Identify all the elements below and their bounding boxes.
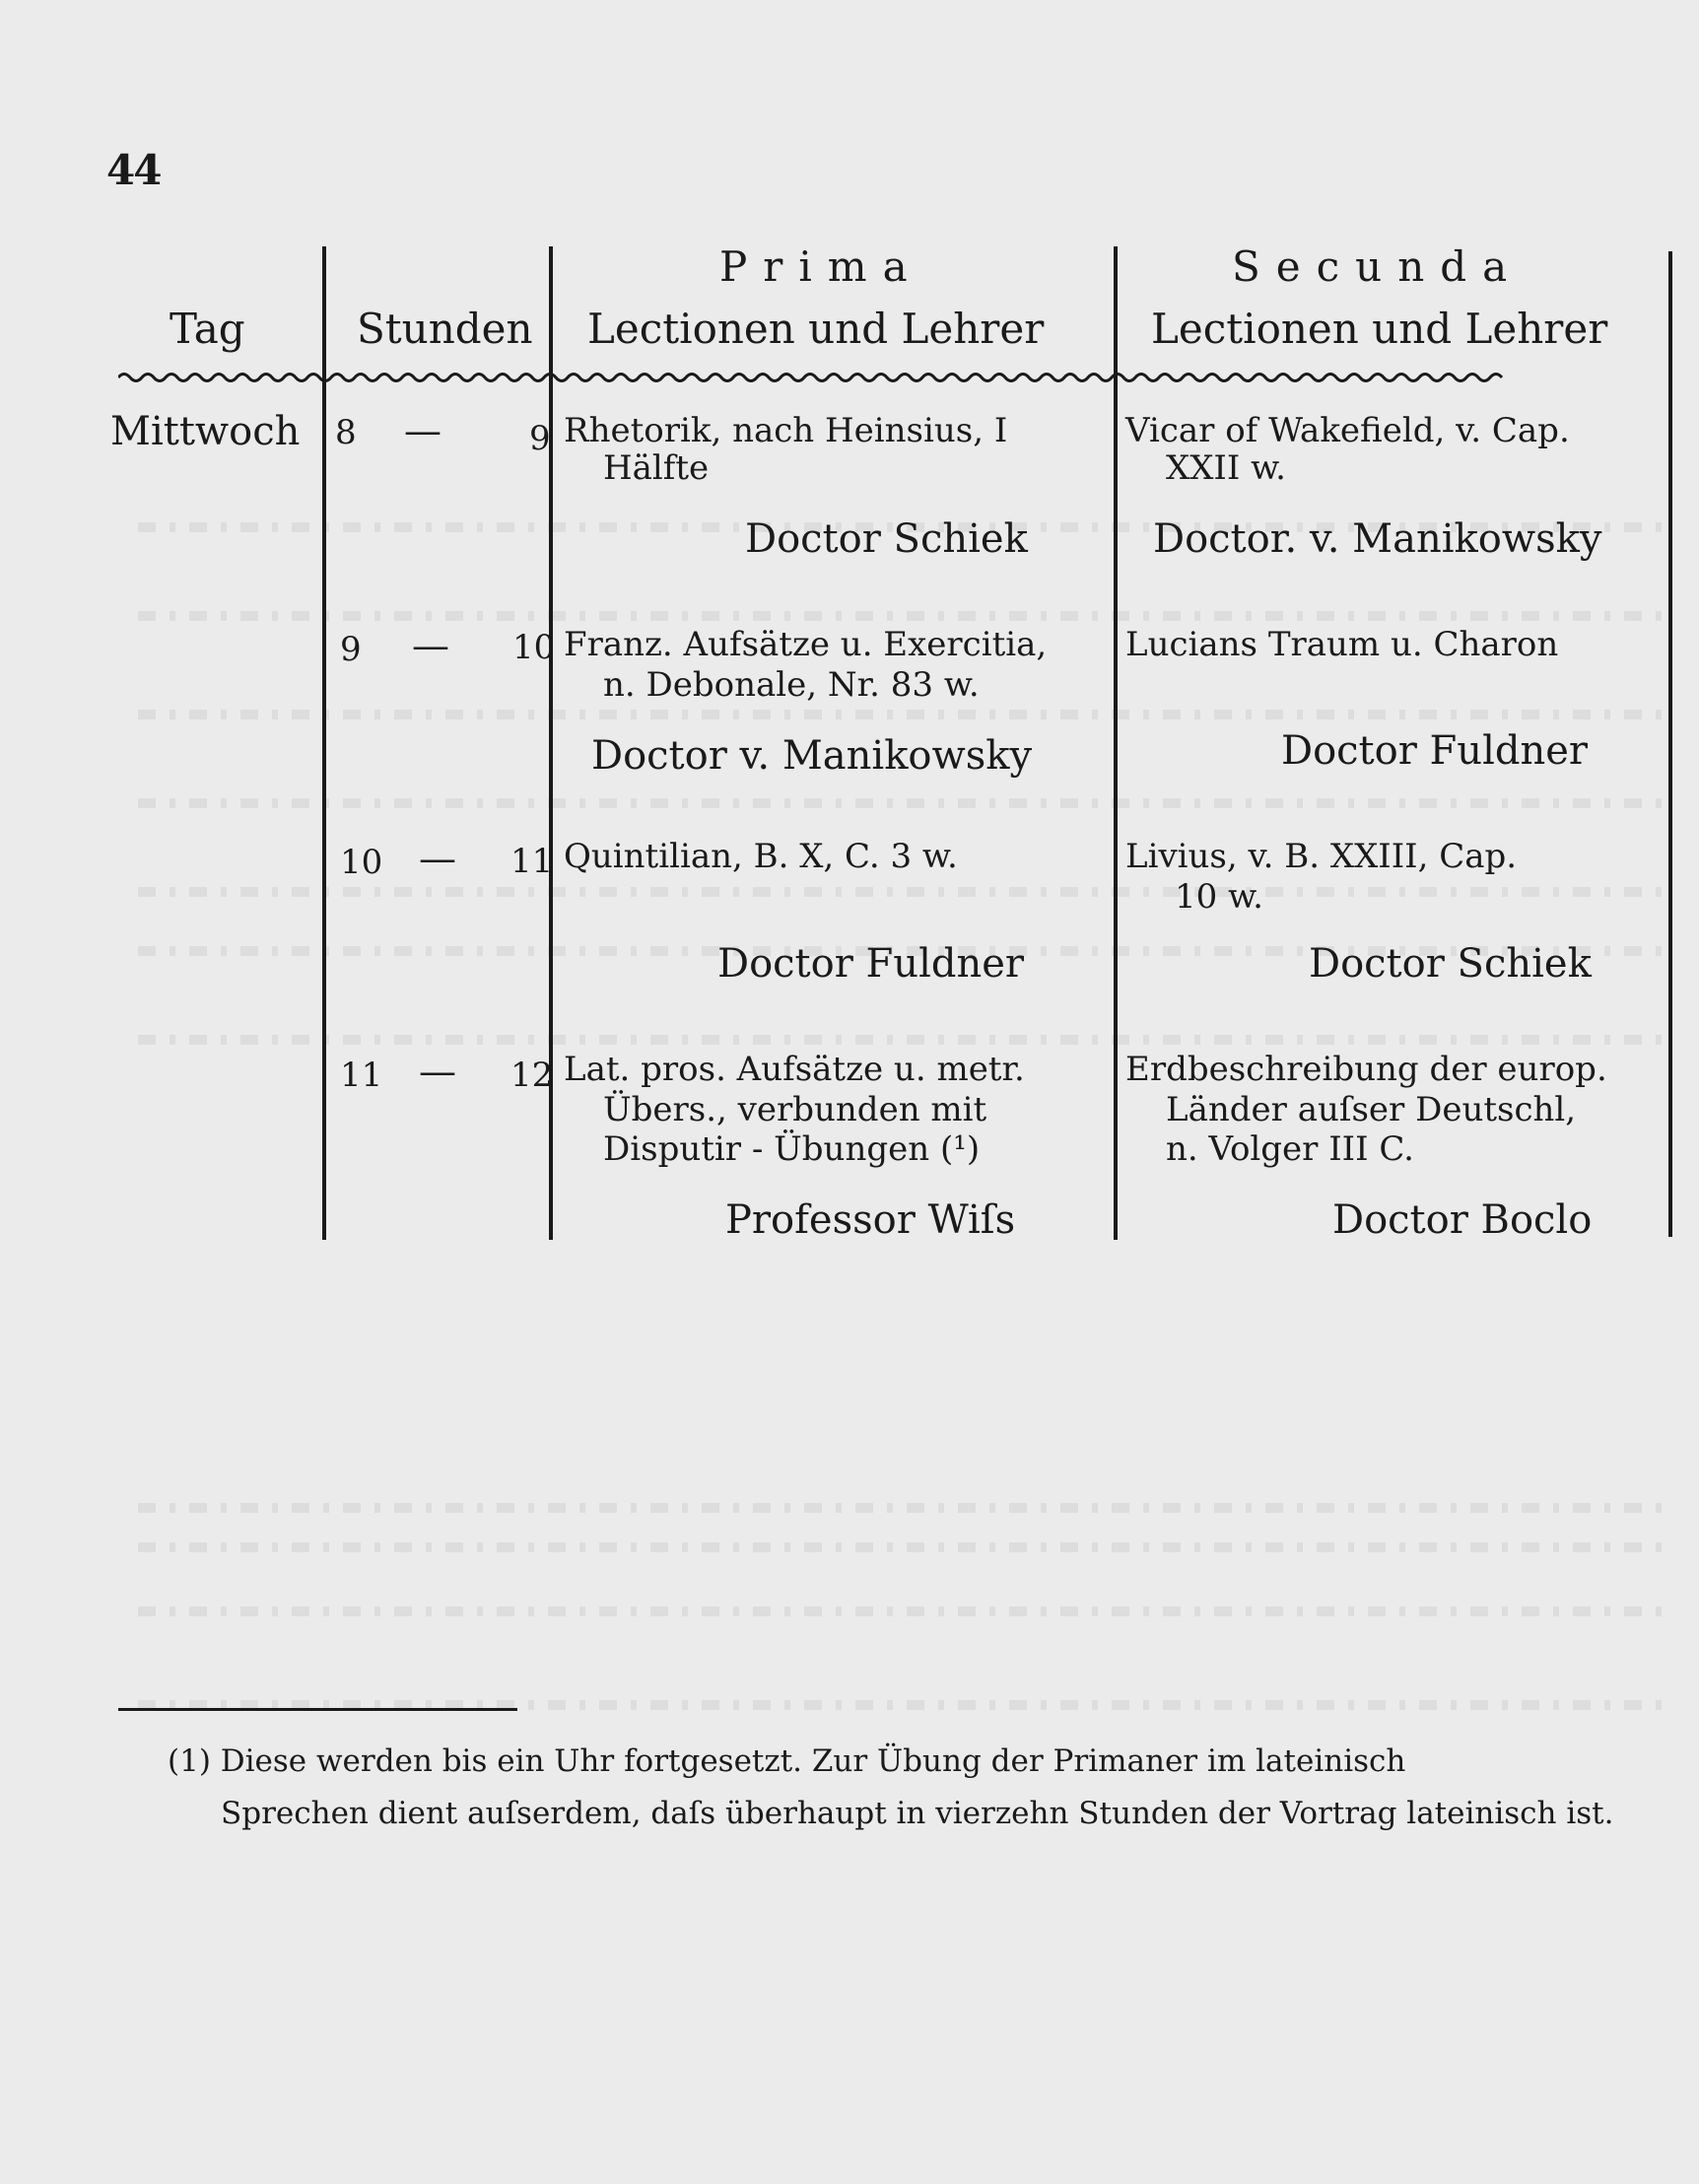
row3-from: 10: [340, 843, 383, 882]
row4-secunda-line3: n. Volger III C.: [1166, 1129, 1414, 1169]
row1-from: 8: [335, 413, 357, 452]
row1-to: 9: [529, 419, 551, 458]
header-tag: Tag: [170, 305, 245, 353]
row1-prima-teacher: Doctor Schiek: [745, 516, 1028, 562]
row3-to: 11: [510, 842, 554, 881]
header-prima-sub: Lectionen und Lehrer: [587, 305, 1045, 353]
row1-secunda-line1: Vicar of Wakefield, v. Cap.: [1125, 411, 1570, 450]
row4-prima-line2: Übers., verbunden mit: [603, 1090, 987, 1129]
row4-prima-line3: Disputir - Übungen (¹): [603, 1129, 981, 1169]
header-secunda-sub: Lectionen und Lehrer: [1151, 305, 1608, 353]
row1-prima-line1: [564, 411, 1106, 450]
rule-middle: [1114, 246, 1118, 1240]
row2-prima-teacher: Doctor v. Manikowsky: [591, 733, 1033, 779]
row3-secunda-line1: Livius, v. B. XXIII, Cap.: [1125, 837, 1518, 876]
footnote-line1: (1) Diese werden bis ein Uhr fortgesetzt. Zur Übung der Primaner im lateinisch: [168, 1743, 1406, 1779]
rule-right: [1668, 251, 1672, 1237]
row3-prima-teacher: Doctor Fuldner: [717, 941, 1025, 987]
row2-secunda-line1: Lucians Traum u. Charon: [1125, 625, 1559, 664]
row1-prima-line2: Hälfte: [603, 448, 710, 488]
day-label: Mittwoch: [110, 409, 301, 454]
row3-secunda-teacher: Doctor Schiek: [1309, 941, 1592, 987]
row2-from: 9: [340, 630, 362, 669]
header-prima-title: Prima: [719, 242, 923, 291]
row4-prima-teacher: Professor Wiſs: [725, 1197, 1016, 1243]
row1-secunda-teacher: Doctor. v. Manikowsky: [1153, 516, 1602, 562]
page-number: 44: [106, 146, 161, 194]
row4-from: 11: [340, 1056, 383, 1095]
row4-prima-line1: Lat. pros. Aufsätze u. metr.: [564, 1050, 1025, 1089]
header-stunden: Stunden: [357, 305, 533, 353]
row2-secunda-teacher: Doctor Fuldner: [1281, 728, 1589, 774]
row4-to: 12: [510, 1056, 554, 1095]
row3-dash: —: [419, 837, 456, 880]
row1-prima-line1-text: Rhetorik, nach Heinsius, I: [564, 411, 1008, 450]
row1-secunda-line2: XXII w.: [1166, 448, 1286, 488]
row2-to: 10: [512, 628, 556, 667]
row1-dash: —: [404, 409, 442, 452]
row2-prima-line2: n. Debonale, Nr. 83 w.: [603, 665, 980, 705]
row2-dash: —: [412, 624, 449, 667]
footnote-rule: [118, 1708, 517, 1711]
row4-dash: —: [419, 1050, 456, 1093]
row3-secunda-line2: 10 w.: [1175, 877, 1263, 917]
wavy-header-rule: [118, 371, 1670, 384]
row2-prima-line1: Franz. Aufsätze u. Exercitia,: [564, 625, 1048, 664]
row4-secunda-line2: Länder auſser Deutschl,: [1166, 1090, 1577, 1129]
row4-secunda-line1: Erdbeschreibung der europ.: [1125, 1050, 1607, 1089]
row3-prima-line1: Quintilian, B. X, C. 3 w.: [564, 837, 958, 876]
header-secunda-title: Secunda: [1232, 242, 1524, 291]
rule-left: [322, 246, 326, 1240]
footnote-line2: Sprechen dient auſserdem, daſs überhaupt in vierzehn Stunden der Vortrag lateinisch ist.: [221, 1796, 1614, 1831]
row4-secunda-teacher: Doctor Boclo: [1332, 1197, 1593, 1243]
